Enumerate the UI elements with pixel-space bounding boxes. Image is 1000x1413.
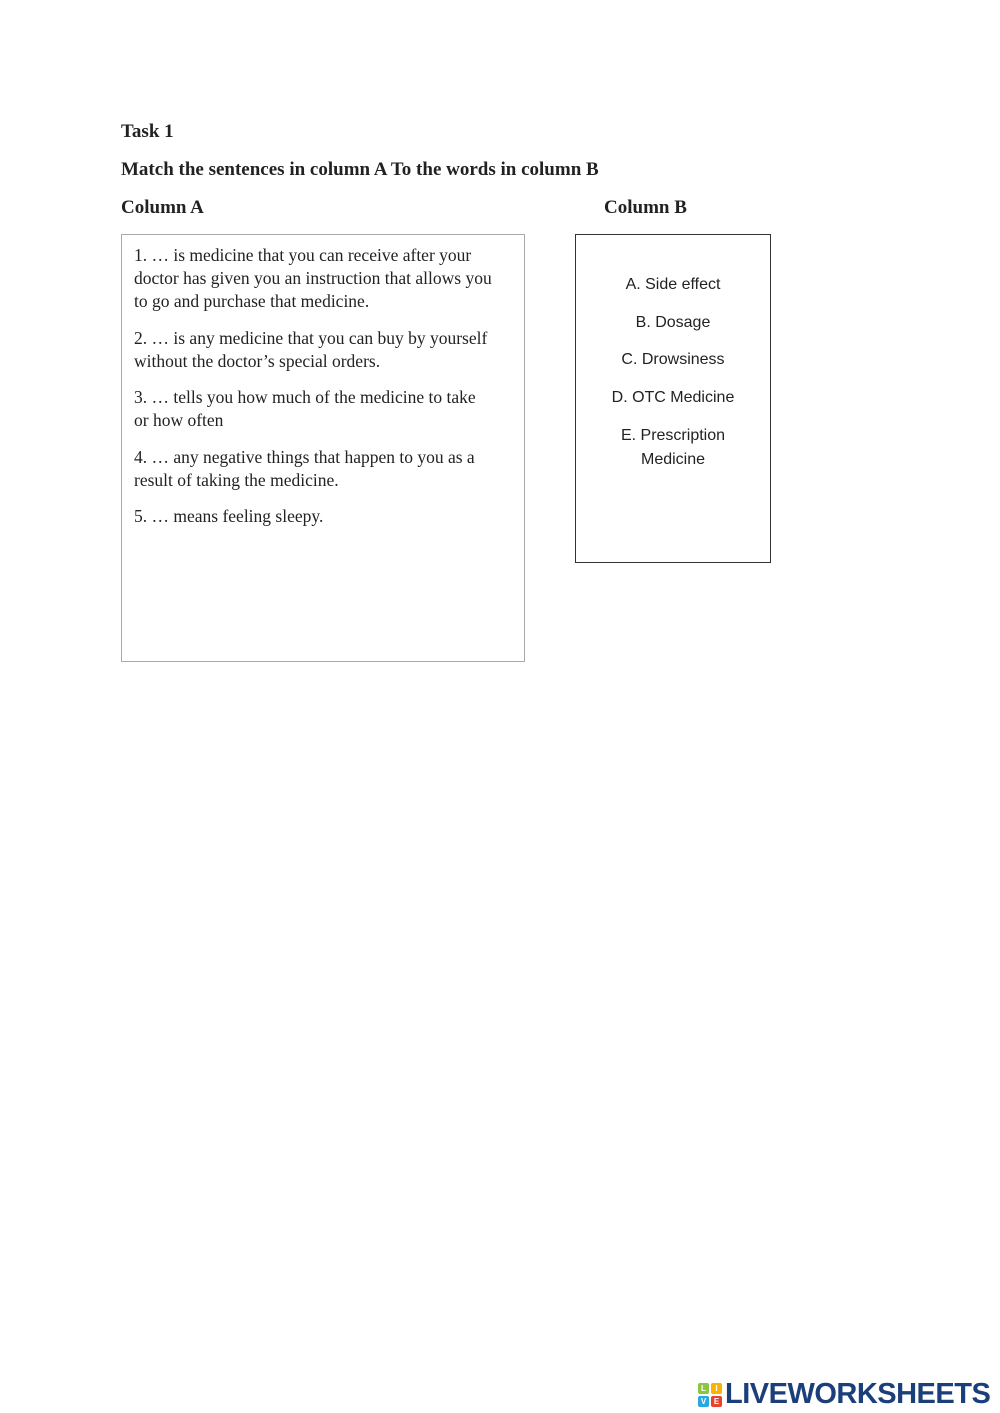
tile: V <box>698 1396 709 1407</box>
line: or how often <box>134 410 224 430</box>
line: E. Prescription <box>620 427 726 444</box>
line: without the doctor’s special orders. <box>134 351 381 371</box>
line: 1. … is medicine that you can receive after your <box>134 245 472 265</box>
option-a <box>576 273 770 297</box>
tile: L <box>698 1383 709 1394</box>
option-b <box>576 311 770 335</box>
line: 2. … is any medicine that you can buy by yourself <box>134 328 488 348</box>
liveworksheets-logo <box>698 1378 990 1411</box>
option-c <box>576 348 770 372</box>
logo-text: LIVEWORKSHEETS <box>725 1378 991 1410</box>
tile: I <box>711 1383 722 1394</box>
sentence-5 <box>134 505 323 528</box>
sentence-4 <box>134 446 475 492</box>
line: doctor has given you an instruction that allows you <box>134 268 492 288</box>
line: C. Drowsiness <box>621 351 725 368</box>
column-b-heading: Column B <box>604 197 687 218</box>
sentence-2 <box>134 327 487 373</box>
option-d <box>576 386 770 410</box>
column-a-heading: Column A <box>121 197 204 218</box>
line: A. Side effect <box>625 276 721 293</box>
tile: E <box>711 1396 722 1407</box>
column-b-box <box>575 234 771 563</box>
line: B. Dosage <box>635 314 711 331</box>
line: Medicine <box>640 451 706 468</box>
sentence-1 <box>134 244 492 313</box>
line: D. OTC Medicine <box>611 389 735 406</box>
line: 3. … tells you how much of the medicine to take <box>134 387 476 407</box>
line: 5. … means feeling sleepy. <box>134 506 324 526</box>
line: result of taking the medicine. <box>134 470 339 490</box>
task-title: Task 1 <box>121 121 174 142</box>
line: to go and purchase that medicine. <box>134 291 370 311</box>
line: 4. … any negative things that happen to you as a <box>134 447 475 467</box>
sentence-3 <box>134 386 476 432</box>
column-a-box <box>121 234 525 662</box>
option-e <box>576 424 770 472</box>
instruction: Match the sentences in column A To the words in column B <box>121 159 599 180</box>
logo-tiles-icon <box>698 1383 722 1407</box>
